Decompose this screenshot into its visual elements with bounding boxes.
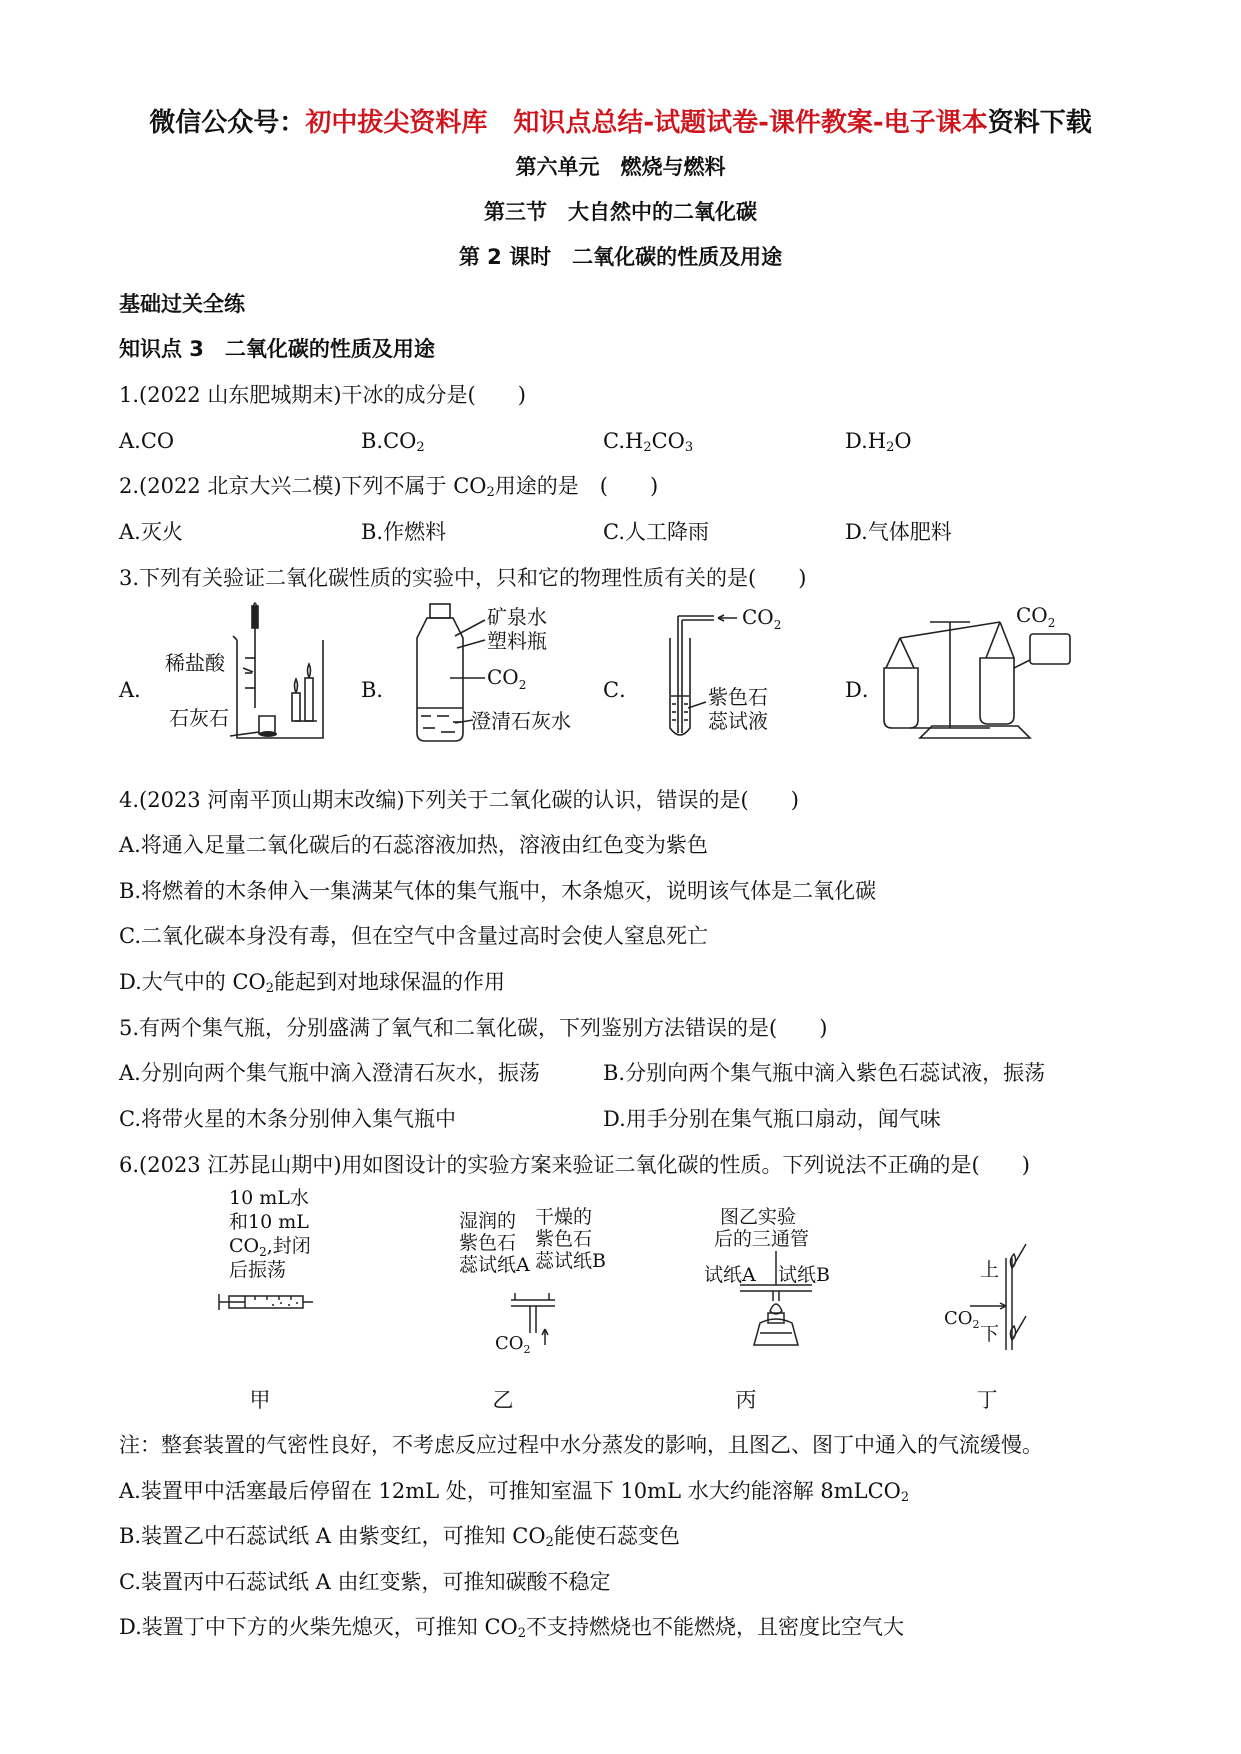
fig-jia-label-3: $CO_2$,封闭 bbox=[229, 1235, 311, 1259]
fig-b-water-label: 澄清石灰水 bbox=[471, 709, 571, 733]
q3-figure-d bbox=[880, 598, 1075, 748]
q5-option-d: D.用手分别在集气瓶口扇动，闻气味 bbox=[603, 1107, 941, 1131]
q1-option-b: $B.CO_2$ bbox=[361, 429, 425, 455]
q3-label-d: D． bbox=[845, 678, 883, 702]
q4-option-c: C.二氧化碳本身没有毒，但在空气中含量过高时会使人窒息死亡 bbox=[119, 924, 708, 948]
fig-c-liquid-label-1: 紫色石 bbox=[708, 685, 768, 709]
unit-title: 第六单元 燃烧与燃料 bbox=[515, 155, 726, 179]
section-title: 第三节 大自然中的二氧化碳 bbox=[484, 200, 757, 224]
q5-option-a: A.分别向两个集气瓶中滴入澄清石灰水，振荡 bbox=[119, 1061, 540, 1085]
q1-option-a: A.CO bbox=[119, 429, 175, 453]
q5-option-b: B.分别向两个集气瓶中滴入紫色石蕊试液，振荡 bbox=[603, 1061, 1046, 1085]
q2-option-d: D.气体肥料 bbox=[845, 520, 952, 544]
banner-red-text: 初中拔尖资料库 知识点总结-试题试卷-课件教案-电子课本 bbox=[305, 108, 988, 138]
q4-stem: 4.(2023 河南平顶山期末改编)下列关于二氧化碳的认识，错误的是( ) bbox=[119, 788, 799, 812]
q2-stem: 2.(2022 北京大兴二模)下列不属于 $CO_2$用途的是 ( ) bbox=[119, 474, 659, 500]
q3-label-c: C． bbox=[603, 678, 641, 702]
fig-b-bottle-label-1: 矿泉水 bbox=[487, 605, 547, 629]
fig-bing-label-1: 图乙实验 bbox=[720, 1206, 797, 1228]
q6-stem: 6.(2023 江苏昆山期中)用如图设计的实验方案来验证二氧化碳的性质。下列说法不正确的是( ) bbox=[119, 1153, 1030, 1177]
fig-jia-label-1: 10 mL水 bbox=[229, 1188, 309, 1209]
banner-prefix: 微信公众号： bbox=[149, 108, 306, 138]
fig-b-bottle-label-2: 塑料瓶 bbox=[487, 629, 547, 653]
q6-figure-yi bbox=[455, 1205, 615, 1355]
fig-b-gas-label: $CO_2$ bbox=[487, 665, 527, 692]
source-banner bbox=[0, 106, 1241, 140]
fig-ding-gas-label: $CO_2$ bbox=[944, 1308, 980, 1331]
q4-option-d: D.大气中的 $CO_2$能起到对地球保温的作用 bbox=[119, 970, 506, 996]
q6-option-c: C.装置丙中石蕊试纸 A 由红变紫，可推知碳酸不稳定 bbox=[119, 1570, 611, 1594]
fig-d-gas-label: $CO_2$ bbox=[1016, 603, 1056, 630]
q2-option-c: C.人工降雨 bbox=[603, 520, 709, 544]
fig-c-gas-label: $CO_2$ bbox=[742, 605, 782, 632]
fig-yi-dry-label-1: 干燥的 bbox=[535, 1206, 593, 1228]
q6-note: 注：整套装置的气密性良好，不考虑反应过程中水分蒸发的影响，且图乙、图丁中通入的气流缓慢。 bbox=[119, 1433, 1043, 1457]
q1-stem: 1.(2022 山东肥城期末)干冰的成分是( ) bbox=[119, 383, 526, 407]
q2-option-a: A.灭火 bbox=[119, 520, 183, 544]
fig-c-liquid-label-2: 蕊试液 bbox=[708, 709, 768, 733]
fig-ding-up-label: 上 bbox=[980, 1259, 1000, 1281]
fig-ding-down-label: 下 bbox=[980, 1323, 1000, 1345]
q3-figure-c bbox=[662, 598, 802, 746]
fig-yi-wet-label-1: 湿润的 bbox=[459, 1210, 517, 1232]
q5-option-c: C.将带火星的木条分别伸入集气瓶中 bbox=[119, 1107, 456, 1131]
q6-option-d: D.装置丁中下方的火柴先熄灭，可推知 $CO_2$不支持燃烧也不能燃烧，且密度比空气大 bbox=[119, 1615, 905, 1641]
q4-option-a: A.将通入足量二氧化碳后的石蕊溶液加热，溶液由红色变为紫色 bbox=[119, 833, 708, 857]
q3-label-b: B． bbox=[361, 678, 398, 702]
fig-bing-paper-a: 试纸A bbox=[704, 1264, 756, 1286]
q1-option-d: $D.H_2O$ bbox=[845, 429, 912, 455]
q3-figure-a bbox=[155, 598, 330, 746]
q6-caption-jia: 甲 bbox=[249, 1388, 271, 1412]
fig-yi-gas-label: $CO_2$ bbox=[495, 1333, 531, 1355]
q6-caption-bing: 丙 bbox=[735, 1388, 757, 1412]
q6-figure-ding bbox=[940, 1240, 1040, 1365]
fig-bing-label-2: 后的三通管 bbox=[714, 1228, 810, 1250]
q1-option-c: $C.H_2CO_3$ bbox=[603, 429, 694, 455]
section-basic: 基础过关全练 bbox=[119, 292, 245, 316]
q6-caption-ding: 丁 bbox=[976, 1388, 998, 1412]
fig-yi-dry-label-2: 紫色石 bbox=[535, 1228, 593, 1250]
q6-caption-yi: 乙 bbox=[492, 1388, 514, 1412]
q3-label-a: A． bbox=[119, 678, 156, 702]
fig-yi-dry-label-3: 蕊试纸B bbox=[535, 1250, 606, 1272]
fig-yi-wet-label-2: 紫色石 bbox=[459, 1232, 517, 1254]
q2-option-b: B.作燃料 bbox=[361, 520, 447, 544]
q6-option-a: A.装置甲中活塞最后停留在 12mL 处，可推知室温下 10mL 水大约能溶解 8mLCO$_2$ bbox=[119, 1479, 910, 1505]
fig-a-stone-label: 石灰石 bbox=[169, 706, 229, 730]
q6-figure-bing bbox=[700, 1205, 850, 1360]
fig-a-acid-label: 稀盐酸 bbox=[165, 651, 225, 675]
q5-stem: 5.有两个集气瓶，分别盛满了氧气和二氧化碳，下列鉴别方法错误的是( ) bbox=[119, 1016, 828, 1040]
fig-bing-paper-b: 试纸B bbox=[778, 1264, 830, 1286]
banner-suffix: 资料下载 bbox=[987, 108, 1092, 138]
q6-option-b: B.装置乙中石蕊试纸 A 由紫变红，可推知 $CO_2$能使石蕊变色 bbox=[119, 1524, 680, 1550]
lesson-title: 第 2 课时 二氧化碳的性质及用途 bbox=[458, 245, 783, 269]
fig-jia-label-4: 后振荡 bbox=[229, 1259, 287, 1281]
section-knowledge: 知识点 3 二氧化碳的性质及用途 bbox=[119, 337, 435, 361]
fig-yi-wet-label-3: 蕊试纸A bbox=[459, 1254, 530, 1276]
fig-jia-label-2: 和10 mL bbox=[229, 1211, 309, 1233]
q3-figure-b bbox=[405, 598, 595, 746]
q6-figure-jia bbox=[215, 1188, 335, 1328]
q3-stem: 3.下列有关验证二氧化碳性质的实验中，只和它的物理性质有关的是( ) bbox=[119, 566, 807, 590]
q4-option-b: B.将燃着的木条伸入一集满某气体的集气瓶中，木条熄灭，说明该气体是二氧化碳 bbox=[119, 879, 877, 903]
